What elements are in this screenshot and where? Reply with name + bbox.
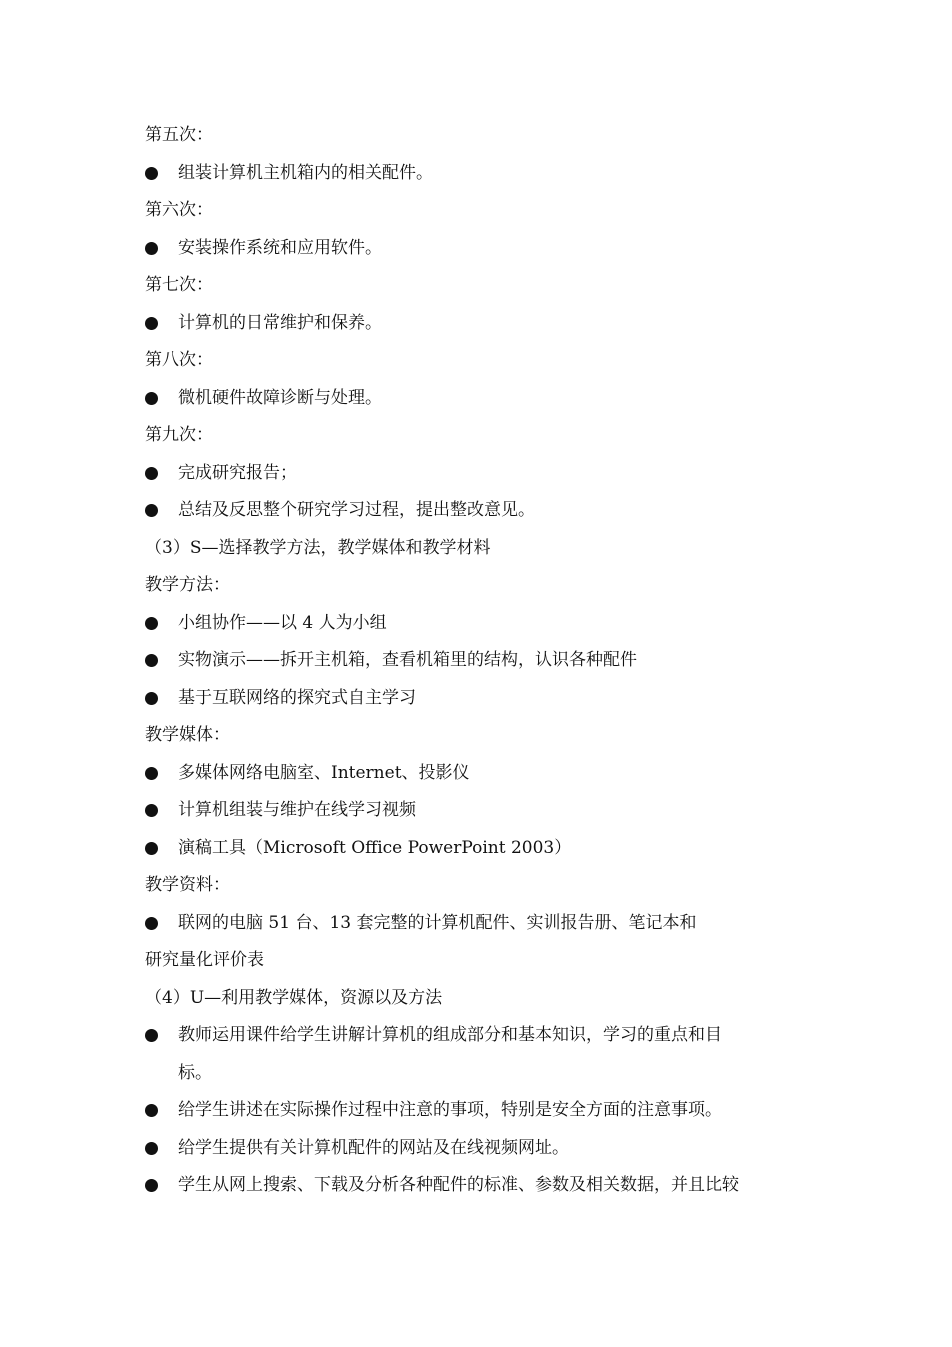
list-item (145, 230, 825, 268)
list-item-text: 给学生提供有关计算机配件的网站及在线视频网址。 (178, 1137, 569, 1158)
list-item-text: 小组协作——以 4 人为小组 (178, 612, 387, 633)
list-item-text: 完成研究报告； (178, 462, 297, 483)
list-item (145, 1017, 825, 1055)
subsection-heading: 教学方法： (145, 575, 230, 595)
list-item-text: 给学生讲述在实际操作过程中注意的事项，特别是安全方面的注意事项。 (178, 1100, 722, 1120)
list-item-text: 总结及反思整个研究学习过程，提出整改意见。 (178, 500, 535, 520)
list-item (145, 755, 825, 793)
document-body (145, 117, 825, 1205)
bullet-icon (145, 842, 158, 855)
section-heading: （4）U—利用教学媒体，资源以及方法 (145, 987, 443, 1008)
list-item (145, 605, 825, 643)
list-item-text: 基于互联网络的探究式自主学习 (178, 687, 416, 708)
list-item-text: 计算机的日常维护和保养。 (178, 312, 382, 333)
bullet-icon (145, 317, 158, 330)
bullet-icon (145, 767, 158, 780)
list-item (145, 492, 825, 530)
list-item-text: 组装计算机主机箱内的相关配件。 (178, 162, 433, 183)
list-item (145, 1092, 825, 1130)
bullet-icon (145, 804, 158, 817)
bullet-icon (145, 917, 158, 930)
bullet-icon (145, 467, 158, 480)
bullet-icon (145, 1179, 158, 1192)
list-item-text: 安装操作系统和应用软件。 (178, 237, 382, 258)
list-item (145, 830, 825, 868)
section-heading: （3）S—选择教学方法，教学媒体和教学材料 (145, 537, 491, 558)
subsection-heading: 教学媒体： (145, 725, 230, 745)
list-item-text: 教师运用课件给学生讲解计算机的组成部分和基本知识，学习的重点和目 (178, 1025, 722, 1045)
list-item (145, 680, 825, 718)
bullet-icon (145, 167, 158, 180)
session-heading: 第六次： (145, 200, 213, 220)
list-item (145, 380, 825, 418)
session-heading: 第九次： (145, 425, 213, 445)
list-item-text: 实物演示——拆开主机箱，查看机箱里的结构，认识各种配件 (178, 650, 637, 670)
list-item-text: 多媒体网络电脑室、Internet、投影仪 (178, 762, 470, 783)
list-item-text: 联网的电脑 51 台、13 套完整的计算机配件、实训报告册、笔记本和 (178, 912, 697, 933)
list-item (145, 155, 825, 193)
bullet-icon (145, 617, 158, 630)
bullet-icon (145, 1142, 158, 1155)
list-item-text: 学生从网上搜索、下载及分析各种配件的标准、参数及相关数据，并且比较 (178, 1175, 739, 1195)
bullet-icon (145, 692, 158, 705)
subsection-heading: 教学资料： (145, 875, 230, 895)
bullet-icon (145, 392, 158, 405)
list-item (145, 1167, 825, 1205)
session-heading: 第八次： (145, 350, 213, 370)
bullet-icon (145, 1029, 158, 1042)
list-item-text: 微机硬件故障诊断与处理。 (178, 387, 382, 408)
list-item (145, 905, 825, 943)
list-item-continuation: 标。 (178, 1062, 212, 1083)
bullet-icon (145, 1104, 158, 1117)
list-item (145, 305, 825, 343)
list-item (145, 642, 825, 680)
continuation-text: 研究量化评价表 (145, 950, 264, 970)
list-item-text: 计算机组装与维护在线学习视频 (178, 800, 416, 820)
bullet-icon (145, 242, 158, 255)
session-heading: 第五次： (145, 125, 213, 145)
session-heading: 第七次： (145, 275, 213, 295)
list-item-text: 演稿工具（Microsoft Office PowerPoint 2003） (178, 837, 572, 858)
list-item (145, 792, 825, 830)
list-item (145, 455, 825, 493)
bullet-icon (145, 654, 158, 667)
bullet-icon (145, 504, 158, 517)
list-item (145, 1130, 825, 1168)
